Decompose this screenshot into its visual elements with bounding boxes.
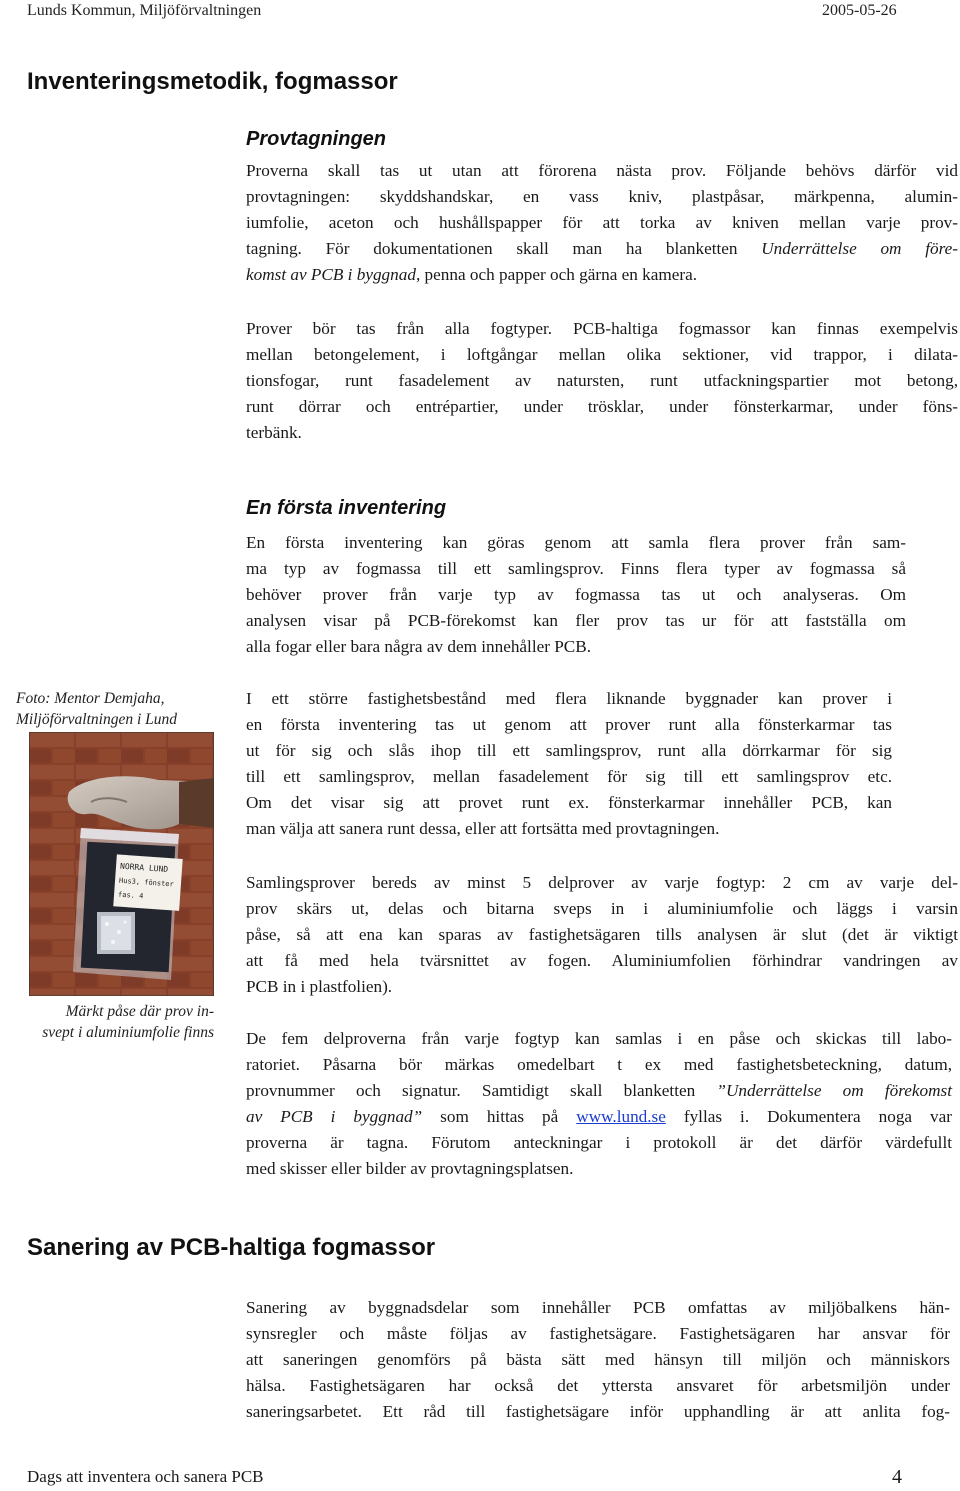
sampling-paragraph-2: Prover bör tas från alla fogtyper. PCB-haltiga fogmassor kan finnas exempelvis mellan betongelement, i loftgångar mellan olika sektioner, vid trappor, i dilata- tionsfogar, runt fasadelement av natursten, runt utfackningspartier mot betong, runt dörrar och entrépartier, under trösklar, under fönsterkarmar, under föns- terbänk. — [246, 319, 958, 442]
section-title-remediation: Sanering av PCB-haltiga fogmassor — [27, 1234, 436, 1261]
header-organization: Lunds Kommun, Miljöförvaltningen — [27, 2, 262, 19]
subsection-title-first-inventory: En första inventering — [246, 497, 447, 519]
photo-credit: Foto: Mentor Demjaha, Miljöförvaltningen i Lund — [16, 690, 178, 728]
form-name-italic: ”Underrättelse om förekomst — [716, 1081, 953, 1100]
inventory-paragraph-4: De fem delproverna från varje fogtyp kan samlas i en påse och skickas till labo- ratoriet. Påsarna bör märkas omedelbart t ex med fastighetsbeteckning, datum, provnummer och signatur. Samtidigt skall blanketten ”Underrättelse om förekomst av PCB i byggnad” som hittas på www.lund.se fyllas i. Dokumentera noga var proverna är tagna. Förutom anteckningar i protokoll är det därför värdefullt med skisser eller bilder av provtagningsplatsen. — [246, 1029, 953, 1178]
bag-label-line-2: Hus3, fönster — [118, 876, 174, 889]
inventory-paragraph-1: En första inventering kan göras genom att samla flera prover från sam- ma typ av fogmassa till ett samlingsprov. Finns flera typer av fogmassa så behöver prover från varje typ av fogmassa tas ut och analyseras. Om analysen visar på PCB-förekomst kan fler prov tas ur för att fastställa om alla fogar eller bara några av dem innehåller PCB. — [246, 533, 906, 656]
aluminium-foil-sample — [97, 912, 135, 954]
footer-document-title: Dags att inventera och sanera PCB — [27, 1467, 264, 1486]
bag-label-line-3: fas. 4 — [117, 890, 144, 901]
section-title-inventory: Inventeringsmetodik, fogmassor — [27, 68, 398, 95]
sample-bag-photo — [29, 732, 214, 996]
sampling-paragraph-1: Proverna skall tas ut utan att förorena nästa prov. Följande behövs därför vid provtagningen: skyddshandskar, en vass kniv, plastpåsar, märkpenna, alumin- iumfolie, aceton och hushållspapper för att torka av kniven mellan varje prov- tagning. För dokumentationen skall man ha blanketten Underrättelse om före- komst av PCB i byggnad, penna och papper och gärna en kamera. — [246, 161, 959, 284]
remediation-paragraph-1: Sanering av byggnadsdelar som innehåller PCB omfattas av miljöbalkens hän- synsregler och måste följas av fastighetsägare. Fastighetsägaren har ansvar för att saneringen genomförs på bästa sätt med hänsyn till miljön och människors hälsa. Fastighetsägaren har också det yttersta ansvaret för arbetsmiljön under saneringsarbetet. Ett råd till fastighetsägare inför upphandling är att anlita fog- — [246, 1298, 950, 1421]
page-number: 4 — [892, 1466, 902, 1488]
form-name-italic: Underrättelse om före- — [761, 239, 959, 258]
inventory-paragraph-2: I ett större fastighetsbestånd med flera liknande byggnader kan prover i en första inventering tas ut genom att prover runt alla fönsterkarmar tas ut för sig och slås ihop till ett samlingsprov, runt alla dörrkarmar för sig till ett samlingsprov, mellan fasadelement för sig till ett samlingsprov etc. Om det visar sig att provet runt ex. fönsterkarmar innehåller PCB, kan man välja att sanera runt dessa, eller att fortsätta med provtagningen. — [246, 689, 892, 838]
inventory-paragraph-3: Samlingsprover bereds av minst 5 delprover av varje fogtyp: 2 cm av varje del- prov skärs ut, delas och bitarna sveps in i aluminiumfolie och läggs i varsin påse, så att ena kan sparas av fastighetsägaren tills analysen är slut (det är viktigt att få med hela tvärsnittet av fogen. Aluminiumfolien förhindrar vandringen av PCB in i plastfolien). — [246, 873, 958, 996]
bag-label-line-1: NORRA LUND — [119, 861, 169, 874]
subsection-title-sampling: Provtagningen — [246, 128, 387, 150]
header-date: 2005-05-26 — [822, 2, 897, 19]
lund-website-link[interactable]: www.lund.se — [576, 1107, 666, 1126]
photo-caption: Märkt påse där prov in- svept i aluminiumfolie finns — [42, 1003, 214, 1041]
